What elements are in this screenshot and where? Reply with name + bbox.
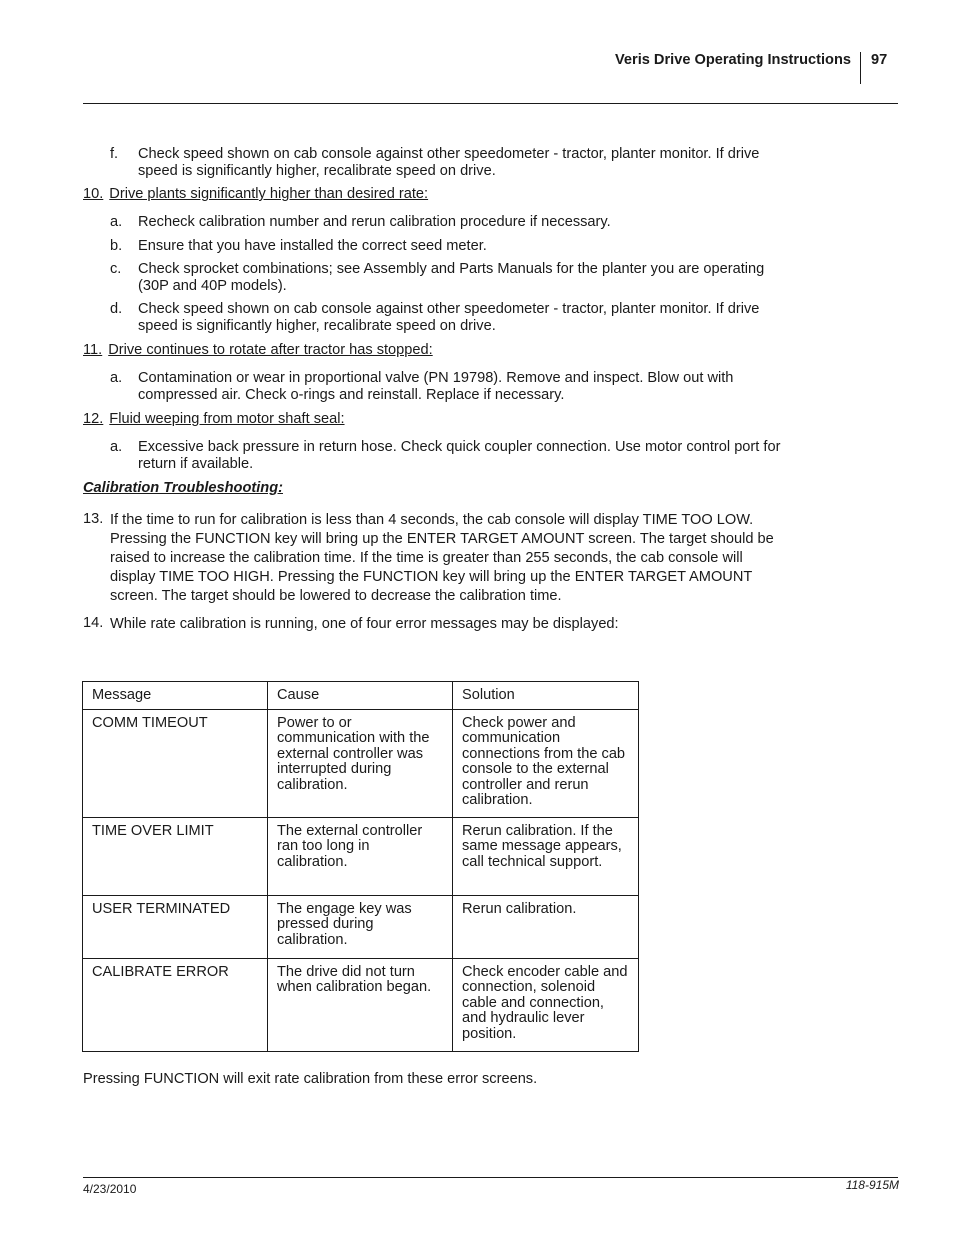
step-letter: b. (110, 238, 123, 254)
step-11a (110, 370, 790, 404)
step-10c (110, 261, 790, 295)
message-cell: CALIBRATE ERROR (83, 958, 268, 1051)
cause-cell: The engage key was pressed during calibration. (268, 895, 453, 958)
item-12-heading (83, 411, 783, 428)
solution-cell: Check power and communication connections from the cab console to the external controller and rerun calibration. (453, 709, 639, 817)
cause-cell: The external controller ran too long in calibration. (268, 817, 453, 895)
paragraph-13 (83, 511, 783, 606)
step-text: Ensure that you have installed the correct seed meter. (138, 238, 487, 254)
paragraph-number: 14. (83, 615, 104, 631)
step-10d (110, 301, 790, 335)
paragraph-text: While rate calibration is running, one of four error messages may be displayed: (110, 616, 619, 632)
step-10a (110, 214, 790, 231)
item-number: 12. (83, 411, 104, 427)
header-divider (860, 52, 861, 84)
step-text: Check sprocket combinations; see Assembly and Parts Manuals for the planter you are operating (30P and 40P models). (138, 261, 765, 294)
document-number: 118-915M (845, 1178, 899, 1192)
message-cell: TIME OVER LIMIT (83, 817, 268, 895)
step-text: Recheck calibration number and rerun calibration procedure if necessary. (138, 214, 611, 230)
solution-cell: Check encoder cable and connection, solenoid cable and connection, and hydraulic lever position. (453, 958, 639, 1051)
page-number: 97 (871, 52, 888, 68)
closing-note: Pressing FUNCTION will exit rate calibration from these error screens. (83, 1071, 538, 1087)
column-header-cause: Cause (268, 682, 453, 710)
solution-cell: Rerun calibration. If the same message appears, call technical support. (453, 817, 639, 895)
document-title: Veris Drive Operating Instructions (614, 52, 851, 68)
item-number: 11. (83, 342, 103, 358)
cause-cell: The drive did not turn when calibration began. (268, 958, 453, 1051)
table-row (83, 958, 639, 1051)
step-text: Excessive back pressure in return hose. Check quick coupler connection. Use motor control port for return if available. (138, 439, 781, 472)
solution-cell: Rerun calibration. (453, 895, 639, 958)
message-cell: COMM TIMEOUT (83, 709, 268, 817)
step-12a (110, 439, 790, 473)
step-10b (110, 238, 790, 255)
item-title: Drive plants significantly higher than desired rate: (109, 186, 429, 202)
table-row (83, 817, 639, 895)
step-text: Contamination or wear in proportional valve (PN 19798). Remove and inspect. Blow out with compressed air. Check o-rings and reinstall. Replace if necessary. (138, 370, 734, 403)
item-title: Drive continues to rotate after tractor has stopped: (108, 342, 433, 358)
step-letter: a. (110, 439, 123, 455)
step-9f (110, 146, 790, 180)
footer-rule (83, 1177, 898, 1178)
table-row (83, 709, 639, 817)
column-header-message: Message (83, 682, 268, 710)
section-heading: Calibration Troubleshooting: (83, 480, 283, 496)
cause-cell: Power to or communication with the external controller was interrupted during calibration. (268, 709, 453, 817)
step-text: Check speed shown on cab console against other speedometer - tractor, planter monitor. If drive speed is significantly higher, recalibrate speed on drive. (138, 301, 760, 334)
step-letter: a. (110, 370, 123, 386)
column-header-solution: Solution (453, 682, 639, 710)
paragraph-14 (83, 615, 783, 634)
step-letter: a. (110, 214, 123, 230)
footer-date: 4/23/2010 (83, 1182, 137, 1196)
step-letter: d. (110, 301, 123, 317)
error-messages-table (82, 681, 639, 1052)
paragraph-number: 13. (83, 511, 104, 527)
step-text: Check speed shown on cab console against other speedometer - tractor, planter monitor. If drive speed is significantly higher, recalibrate speed on drive. (138, 146, 760, 179)
table-row (83, 895, 639, 958)
step-letter: c. (110, 261, 122, 277)
header-rule (83, 103, 898, 104)
item-title: Fluid weeping from motor shaft seal: (109, 411, 345, 427)
step-letter: f. (110, 146, 119, 162)
item-number: 10. (83, 186, 104, 202)
message-cell: USER TERMINATED (83, 895, 268, 958)
paragraph-text: If the time to run for calibration is less than 4 seconds, the cab console will display TIME TOO LOW. Pressing the FUNCTION key will bring up the ENTER TARGET AMOUNT screen. The target should be raised to increase the calibration time. If the time is greater than 255 seconds, the cab console will display TIME TOO HIGH. Pressing the FUNCTION key will bring up the ENTER TARGET AMOUNT screen. The target should be lowered to decrease the calibration time. (110, 512, 774, 604)
item-11-heading (83, 342, 783, 359)
table-header-row (83, 682, 639, 710)
item-10-heading (83, 186, 783, 203)
